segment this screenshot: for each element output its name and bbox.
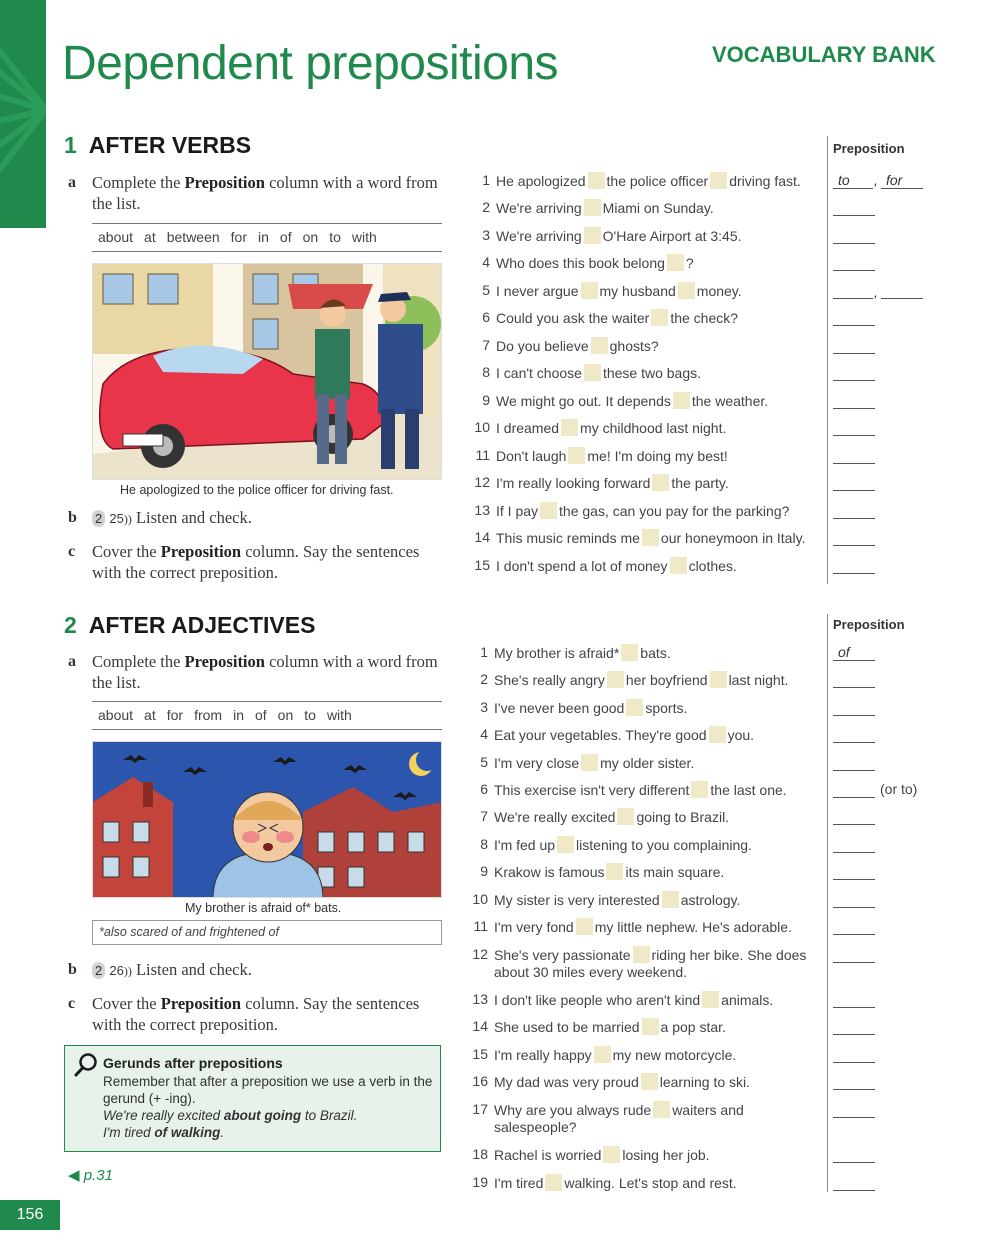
blank-gap[interactable] — [540, 502, 557, 519]
exercise-number: 4 — [480, 726, 488, 742]
answer-field[interactable] — [833, 282, 873, 299]
exercise-sentence: We're arriving O'Hare Airport at 3:45. — [496, 228, 742, 244]
answer-field[interactable] — [833, 557, 875, 574]
answer-separator: , — [874, 172, 878, 188]
blank-gap[interactable] — [710, 671, 727, 688]
exercise-sentence: We might go out. It depends the weather. — [496, 393, 769, 409]
exercise-sentence: Don't laugh me! I'm doing my best! — [496, 448, 728, 464]
answer-field[interactable] — [833, 199, 875, 216]
blank-gap[interactable] — [626, 699, 643, 716]
answer-text: of — [838, 644, 850, 660]
blank-gap[interactable] — [607, 671, 624, 688]
exercise-sentence: She's very passionate riding her bike. She does about 30 miles every weekend. — [494, 947, 807, 980]
word-list-item: with — [326, 707, 352, 723]
task-letter-c: c — [68, 543, 76, 560]
answer-field[interactable] — [833, 1073, 875, 1090]
answer-field[interactable] — [833, 254, 875, 271]
exercise-sentence: I'm tired walking. Let's stop and rest. — [494, 1175, 737, 1191]
section-title: AFTER VERBS — [88, 132, 252, 158]
task-letter-b: b — [68, 961, 77, 978]
exercise-sentence: We're arriving Miami on Sunday. — [496, 200, 714, 216]
answer-field[interactable] — [833, 227, 875, 244]
blank-gap[interactable] — [603, 1146, 620, 1163]
answer-field[interactable] — [833, 1174, 875, 1191]
blank-gap[interactable] — [545, 1174, 562, 1191]
exercise-number: 14 — [474, 529, 490, 545]
exercise-number: 10 — [474, 419, 490, 435]
exercise-sentence: I never argue my husband money. — [496, 283, 742, 299]
preposition-column-header: Preposition — [833, 141, 905, 156]
footnote: *also scared of and frightened of — [92, 920, 442, 945]
blank-gap[interactable] — [678, 282, 695, 299]
exercise-number: 8 — [482, 364, 490, 380]
exercise-sentence: I'm very close my older sister. — [494, 755, 695, 771]
exercise-sentence: I'm fed up listening to you complaining. — [494, 837, 752, 853]
audio-icon[interactable]: )) — [123, 964, 132, 978]
answer-field[interactable] — [833, 891, 875, 908]
blank-gap[interactable] — [670, 557, 687, 574]
task-letter-c: c — [68, 995, 76, 1012]
back-arrow-icon: ◀ — [68, 1167, 80, 1184]
word-list-item: at — [144, 707, 156, 723]
blank-gap[interactable] — [702, 991, 719, 1008]
exercise-sentence: He apologized the police officer driving fast. — [496, 173, 801, 189]
task-c-instruction: Cover the Preposition column. Say the sentences with the correct preposition. — [92, 994, 420, 1034]
section-title: AFTER ADJECTIVES — [88, 612, 316, 638]
corner-decoration — [0, 0, 46, 228]
blank-gap[interactable] — [651, 309, 668, 326]
exercise-sentence: Do you believe ghosts? — [496, 338, 659, 354]
car-police-illustration — [92, 263, 442, 480]
audio-icon[interactable]: )) — [123, 512, 132, 526]
exercise-number: 8 — [480, 836, 488, 852]
exercise-number: 2 — [482, 199, 490, 215]
exercise-sentence: I'm very fond my little nephew. He's adorable. — [494, 919, 792, 935]
exercise-number: 16 — [472, 1073, 488, 1089]
section-1-heading — [64, 132, 251, 159]
blank-gap[interactable] — [591, 337, 608, 354]
exercise-sentence: I don't like people who aren't kind animals. — [494, 992, 774, 1008]
tip-title: Gerunds after prepositions — [103, 1055, 283, 1071]
exercise-sentence: She's really angry her boyfriend last night. — [494, 672, 789, 688]
alternative-answer-note: (or to) — [880, 781, 918, 797]
answer-field[interactable] — [833, 447, 875, 464]
blank-gap[interactable] — [606, 863, 623, 880]
word-list-item: with — [351, 229, 377, 245]
exercise-number: 5 — [482, 282, 490, 298]
exercise-sentence: I can't choose these two bags. — [496, 365, 702, 381]
exercise-sentence: I dreamed my childhood last night. — [496, 420, 727, 436]
exercise-number: 2 — [480, 671, 488, 687]
blank-gap[interactable] — [584, 199, 601, 216]
exercise-sentence: We're really excited going to Brazil. — [494, 809, 730, 825]
answer-field[interactable] — [833, 918, 875, 935]
blank-gap[interactable] — [662, 891, 679, 908]
exercise-sentence: My brother is afraid* bats. — [494, 645, 671, 661]
exercise-number: 9 — [480, 863, 488, 879]
exercise-sentence: Krakow is famous its main square. — [494, 864, 725, 880]
answer-field[interactable] — [833, 991, 875, 1008]
exercise-number: 17 — [472, 1101, 488, 1117]
blank-gap[interactable] — [709, 726, 726, 743]
exercise-sentence: My sister is very interested astrology. — [494, 892, 741, 908]
exercise-number: 6 — [480, 781, 488, 797]
exercise-number: 11 — [475, 447, 490, 463]
exercise-sentence: Why are you always rude waiters and salespeople? — [494, 1102, 744, 1135]
answer-field[interactable] — [833, 808, 875, 825]
blank-gap[interactable] — [584, 364, 601, 381]
word-list-item: from — [194, 707, 223, 723]
answer-field[interactable] — [833, 836, 875, 853]
answer-field[interactable] — [833, 1101, 875, 1118]
word-list-item: about — [98, 229, 134, 245]
task-a-instruction: Complete the Preposition column with a word from the list. — [92, 652, 438, 692]
exercise-number: 7 — [480, 808, 488, 824]
exercise-sentence: Could you ask the waiter the check? — [496, 310, 739, 326]
answer-field[interactable] — [833, 364, 875, 381]
exercise-number: 13 — [474, 502, 490, 518]
exercise-sentence: If I pay the gas, can you pay for the parking? — [496, 503, 790, 519]
exercise-number: 6 — [482, 309, 490, 325]
word-list-item: at — [144, 229, 156, 245]
exercise-sentence: This exercise isn't very different the last one. — [494, 782, 787, 798]
blank-gap[interactable] — [691, 781, 708, 798]
exercise-number: 9 — [482, 392, 490, 408]
exercise-number: 12 — [472, 946, 488, 962]
blank-gap[interactable] — [667, 254, 684, 271]
answer-field[interactable] — [833, 863, 875, 880]
exercise-number: 15 — [472, 1046, 488, 1062]
exercise-number: 18 — [472, 1146, 488, 1162]
vocabulary-bank-label: VOCABULARY BANK — [712, 42, 936, 67]
answer-field[interactable] — [833, 502, 875, 519]
word-list-item: on — [302, 229, 319, 245]
page-number: 156 — [0, 1200, 60, 1230]
tip-body: Remember that after a preposition we use a verb in the gerund (+ -ing). We're really excited about going to Brazil. I'm tired of walking. — [103, 1074, 433, 1140]
answer-field[interactable] — [833, 671, 875, 688]
word-list-item: to — [304, 707, 316, 723]
task-letter-a: a — [68, 653, 76, 670]
word-list-item: for — [166, 707, 184, 723]
task-c-instruction: Cover the Preposition column. Say the sentences with the correct preposition. — [92, 542, 420, 582]
task-letter-a: a — [68, 174, 76, 191]
blank-gap[interactable] — [642, 529, 659, 546]
preposition-column-header: Preposition — [833, 617, 905, 632]
column-divider — [827, 136, 828, 584]
answer-field[interactable] — [833, 529, 875, 546]
answer-field[interactable] — [833, 419, 875, 436]
exercise-number: 10 — [472, 891, 488, 907]
illustration-caption: He apologized to the police officer for driving fast. — [120, 483, 394, 497]
bats-illustration — [92, 741, 442, 898]
answer-field[interactable] — [833, 726, 875, 743]
word-list-item: for — [230, 229, 248, 245]
exercise-sentence: I'm really happy my new motorcycle. — [494, 1047, 737, 1063]
blank-gap[interactable] — [581, 282, 598, 299]
blank-gap[interactable] — [633, 946, 650, 963]
magnifier-icon — [73, 1052, 99, 1078]
page-title: Dependent prepositions — [62, 37, 559, 90]
word-list-item: to — [329, 229, 341, 245]
word-list-item: about — [98, 707, 134, 723]
blank-gap[interactable] — [641, 1073, 658, 1090]
task-letter-b: b — [68, 509, 77, 526]
word-list-item: between — [166, 229, 220, 245]
audio-disc-badge: 2 — [92, 962, 105, 979]
answer-field[interactable] — [833, 1146, 875, 1163]
word-list-item: of — [279, 229, 292, 245]
page-reference-link[interactable]: ◀ p.31 — [68, 1167, 113, 1184]
word-list-item: in — [258, 229, 269, 245]
word-list — [92, 223, 442, 252]
exercise-number: 3 — [480, 699, 488, 715]
blank-gap[interactable] — [617, 808, 634, 825]
exercise-number: 14 — [472, 1018, 488, 1034]
blank-gap[interactable] — [710, 172, 727, 189]
blank-gap[interactable] — [557, 836, 574, 853]
answer-field[interactable] — [833, 754, 875, 771]
answer-field[interactable] — [833, 699, 875, 716]
exercise-number: 1 — [482, 172, 490, 188]
answer-text: for — [886, 172, 903, 188]
column-divider — [827, 614, 828, 1192]
answer-separator: , — [874, 284, 878, 300]
task-b-instruction: 2 25)) Listen and check. — [92, 507, 447, 530]
answer-field[interactable] — [881, 282, 923, 299]
section-number: 2 — [64, 612, 77, 638]
blank-gap[interactable] — [568, 447, 585, 464]
blank-gap[interactable] — [594, 1046, 611, 1063]
blank-gap[interactable] — [673, 392, 690, 409]
audio-track: 26 — [109, 963, 124, 978]
exercise-number: 5 — [480, 754, 488, 770]
blank-gap[interactable] — [581, 754, 598, 771]
blank-gap[interactable] — [653, 1101, 670, 1118]
exercise-number: 15 — [474, 557, 490, 573]
exercise-sentence: Who does this book belong ? — [496, 255, 694, 271]
blank-gap[interactable] — [588, 172, 605, 189]
exercise-sentence: I don't spend a lot of money clothes. — [496, 558, 737, 574]
exercise-sentence: I'm really looking forward the party. — [496, 475, 729, 491]
task-a-instruction: Complete the Preposition column with a word from the list. — [92, 173, 438, 213]
answer-field[interactable] — [833, 1046, 875, 1063]
word-list-item: of — [254, 707, 267, 723]
exercise-sentence: Eat your vegetables. They're good you. — [494, 727, 755, 743]
exercise-sentence: My dad was very proud learning to ski. — [494, 1074, 751, 1090]
exercise-number: 3 — [482, 227, 490, 243]
answer-field[interactable] — [833, 337, 875, 354]
section-2-heading — [64, 612, 315, 639]
word-list — [92, 701, 442, 730]
audio-track: 25 — [109, 511, 124, 526]
exercise-sentence: She used to be married a pop star. — [494, 1019, 726, 1035]
exercise-number: 7 — [482, 337, 490, 353]
illustration-caption: My brother is afraid of* bats. — [185, 901, 342, 915]
blank-gap[interactable] — [621, 644, 638, 661]
answer-field[interactable] — [833, 781, 875, 798]
gerunds-tip-box — [64, 1045, 441, 1152]
exercise-sentence: I've never been good sports. — [494, 700, 688, 716]
exercise-number: 13 — [472, 991, 488, 1007]
exercise-number: 19 — [472, 1174, 488, 1190]
section-number: 1 — [64, 132, 77, 158]
exercise-number: 12 — [474, 474, 490, 490]
blank-gap[interactable] — [652, 474, 669, 491]
task-b-instruction: 2 26)) Listen and check. — [92, 959, 447, 982]
answer-field[interactable] — [833, 309, 875, 326]
blank-gap[interactable] — [642, 1018, 659, 1035]
exercise-sentence: This music reminds me our honeymoon in Italy. — [496, 530, 806, 546]
blank-gap[interactable] — [584, 227, 601, 244]
exercise-sentence: Rachel is worried losing her job. — [494, 1147, 710, 1163]
word-list-item: on — [277, 707, 294, 723]
blank-gap[interactable] — [576, 918, 593, 935]
answer-field[interactable] — [833, 946, 875, 963]
exercise-number: 1 — [480, 644, 488, 660]
answer-field[interactable] — [833, 392, 875, 409]
exercise-number: 11 — [473, 918, 488, 934]
word-list-item: in — [233, 707, 244, 723]
blank-gap[interactable] — [561, 419, 578, 436]
exercise-number: 4 — [482, 254, 490, 270]
answer-field[interactable] — [833, 474, 875, 491]
answer-text: to — [838, 172, 850, 188]
answer-field[interactable] — [833, 1018, 875, 1035]
audio-disc-badge: 2 — [92, 510, 105, 527]
